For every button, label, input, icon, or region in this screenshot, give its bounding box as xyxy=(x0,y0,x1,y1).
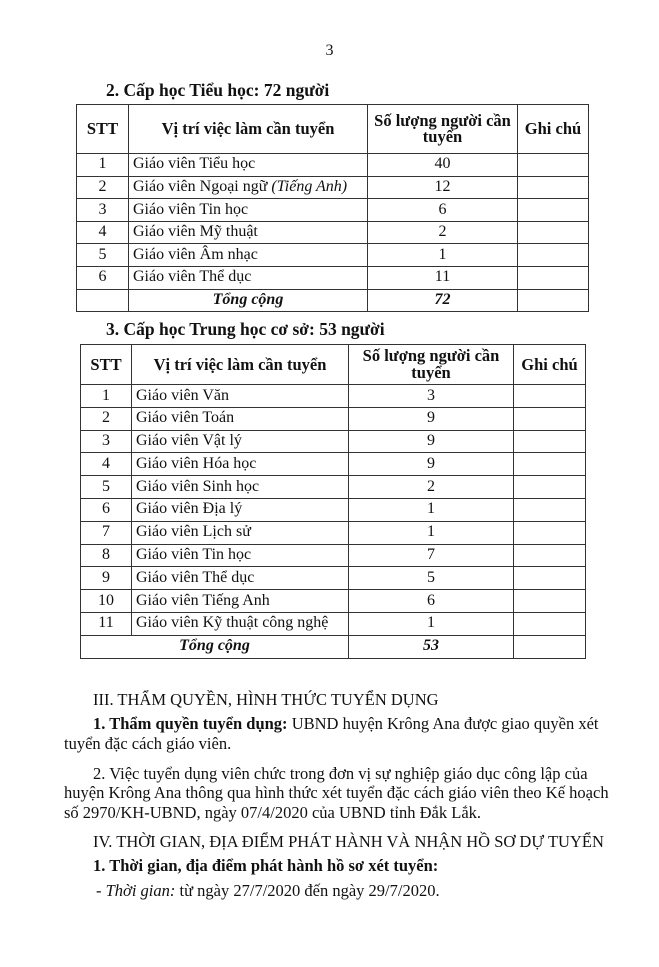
table-row xyxy=(77,199,589,222)
row-stt: 7 xyxy=(81,521,132,544)
row-position xyxy=(129,221,368,244)
row-count: 9 xyxy=(349,453,514,476)
row-note xyxy=(518,266,589,289)
table-row xyxy=(77,176,589,199)
section-iv-time-line xyxy=(96,881,440,900)
table-total-row xyxy=(81,635,586,658)
column-header-position: Vị trí việc làm cần tuyển xyxy=(132,345,349,385)
table-header-row xyxy=(81,345,586,385)
row-note xyxy=(514,521,586,544)
row-position xyxy=(129,154,368,177)
secondary-section-heading: 3. Cấp học Trung học cơ sở: 53 người xyxy=(106,319,385,339)
position-name: Giáo viên Tiểu học xyxy=(133,155,256,173)
position-name: Giáo viên Ngoại ngữ xyxy=(133,177,272,195)
primary-staffing-table xyxy=(76,104,589,312)
row-position: Giáo viên Vật lý xyxy=(132,430,349,453)
row-note xyxy=(514,567,586,590)
row-note xyxy=(514,453,586,476)
row-count: 12 xyxy=(368,176,518,199)
total-note-empty xyxy=(514,635,586,658)
row-stt: 6 xyxy=(77,266,129,289)
row-count: 2 xyxy=(349,476,514,499)
row-stt: 4 xyxy=(81,453,132,476)
total-value: 72 xyxy=(368,289,518,312)
section-iv-item1-label: 1. Thời gian, địa điểm phát hành hồ sơ xét tuyển: xyxy=(93,856,439,875)
row-stt: 5 xyxy=(77,244,129,267)
secondary-staffing-table xyxy=(80,344,586,659)
row-position: Giáo viên Thể dục xyxy=(132,567,349,590)
row-position: Giáo viên Toán xyxy=(132,407,349,430)
column-header-count: Số lượng người cần tuyển xyxy=(368,105,518,154)
row-stt: 8 xyxy=(81,544,132,567)
row-count: 1 xyxy=(349,521,514,544)
row-count: 6 xyxy=(368,199,518,222)
section-iii-item1-text: UBND huyện Krông Ana được giao quyền xét xyxy=(287,714,599,733)
row-note xyxy=(514,612,586,635)
table-row xyxy=(77,244,589,267)
row-stt: 11 xyxy=(81,612,132,635)
row-stt: 3 xyxy=(81,430,132,453)
table-row xyxy=(81,407,586,430)
column-header-count: Số lượng người cần tuyển xyxy=(349,345,514,385)
row-position: Giáo viên Hóa học xyxy=(132,453,349,476)
total-note-empty xyxy=(518,289,589,312)
table-header-row xyxy=(77,105,589,154)
section-iii-item1-line2: tuyển đặc cách giáo viên. xyxy=(64,734,232,753)
time-label: - Thời gian: xyxy=(96,881,176,900)
row-note xyxy=(514,407,586,430)
column-header-stt: STT xyxy=(77,105,129,154)
row-position xyxy=(129,244,368,267)
table-row xyxy=(81,430,586,453)
section-iii-item1-line1 xyxy=(93,714,599,733)
row-position: Giáo viên Tiếng Anh xyxy=(132,590,349,613)
table-row xyxy=(81,567,586,590)
row-count: 3 xyxy=(349,385,514,408)
row-count: 7 xyxy=(349,544,514,567)
table-total-row xyxy=(77,289,589,312)
row-position: Giáo viên Văn xyxy=(132,385,349,408)
row-count: 5 xyxy=(349,567,514,590)
row-count: 1 xyxy=(368,244,518,267)
column-header-note: Ghi chú xyxy=(518,105,589,154)
row-stt: 5 xyxy=(81,476,132,499)
table-row xyxy=(81,498,586,521)
column-header-position: Vị trí việc làm cần tuyển xyxy=(129,105,368,154)
section-iii-item2-line2: huyện Krông Ana thông qua hình thức xét tuyển đặc cách giáo viên theo Kế hoạch xyxy=(64,783,609,802)
row-note xyxy=(514,476,586,499)
row-note xyxy=(514,590,586,613)
row-position xyxy=(129,176,368,199)
table-row xyxy=(81,612,586,635)
section-iii-item2-line3: số 2970/KH-UBND, ngày 07/4/2020 của UBND tỉnh Đắk Lắk. xyxy=(64,803,482,822)
row-stt: 2 xyxy=(77,176,129,199)
row-note xyxy=(514,385,586,408)
section-iii-item2-line1: 2. Việc tuyển dụng viên chức trong đơn vị sự nghiệp giáo dục công lập của xyxy=(93,764,588,783)
position-name: Giáo viên Thể dục xyxy=(133,268,252,286)
section-iv-heading: IV. THỜI GIAN, ĐỊA ĐIỂM PHÁT HÀNH VÀ NHẬN HỒ SƠ DỰ TUYỂN xyxy=(93,832,604,851)
total-value: 53 xyxy=(349,635,514,658)
total-label: Tổng cộng xyxy=(81,635,349,658)
table-row xyxy=(81,385,586,408)
table-row xyxy=(81,476,586,499)
total-label: Tổng cộng xyxy=(129,289,368,312)
time-value: từ ngày 27/7/2020 đến ngày 29/7/2020. xyxy=(175,881,440,900)
table-row xyxy=(81,521,586,544)
row-note xyxy=(518,176,589,199)
row-count: 1 xyxy=(349,498,514,521)
table-row xyxy=(81,544,586,567)
primary-section-heading: 2. Cấp học Tiểu học: 72 người xyxy=(106,80,330,100)
page-number: 3 xyxy=(325,42,334,59)
row-stt: 6 xyxy=(81,498,132,521)
row-note xyxy=(514,544,586,567)
secondary-table-body xyxy=(81,385,586,636)
row-count: 9 xyxy=(349,407,514,430)
column-header-note: Ghi chú xyxy=(514,345,586,385)
row-count: 6 xyxy=(349,590,514,613)
table-row xyxy=(77,221,589,244)
table-row xyxy=(77,154,589,177)
row-position xyxy=(129,266,368,289)
total-stt-empty xyxy=(77,289,129,312)
row-count: 2 xyxy=(368,221,518,244)
table-row xyxy=(77,266,589,289)
row-note xyxy=(514,498,586,521)
position-name: Giáo viên Mỹ thuật xyxy=(133,223,258,241)
position-name: Giáo viên Tin học xyxy=(133,200,249,218)
row-stt: 1 xyxy=(77,154,129,177)
row-count: 1 xyxy=(349,612,514,635)
row-count: 9 xyxy=(349,430,514,453)
column-header-stt: STT xyxy=(81,345,132,385)
row-position: Giáo viên Sinh học xyxy=(132,476,349,499)
row-note xyxy=(518,244,589,267)
row-position: Giáo viên Địa lý xyxy=(132,498,349,521)
section-iii-heading: III. THẨM QUYỀN, HÌNH THỨC TUYỂN DỤNG xyxy=(93,690,439,709)
row-note xyxy=(514,430,586,453)
row-stt: 3 xyxy=(77,199,129,222)
row-position: Giáo viên Tin học xyxy=(132,544,349,567)
row-count: 40 xyxy=(368,154,518,177)
row-stt: 2 xyxy=(81,407,132,430)
section-iii-item1-label: 1. Thẩm quyền tuyển dụng: xyxy=(93,714,288,733)
row-note xyxy=(518,154,589,177)
row-stt: 1 xyxy=(81,385,132,408)
row-note xyxy=(518,221,589,244)
row-note xyxy=(518,199,589,222)
row-position xyxy=(129,199,368,222)
row-stt: 9 xyxy=(81,567,132,590)
row-stt: 4 xyxy=(77,221,129,244)
row-count: 11 xyxy=(368,266,518,289)
position-name: Giáo viên Âm nhạc xyxy=(133,245,258,263)
table-row xyxy=(81,453,586,476)
position-qualifier: (Tiếng Anh) xyxy=(271,177,348,195)
row-stt: 10 xyxy=(81,590,132,613)
row-position: Giáo viên Lịch sử xyxy=(132,521,349,544)
row-position: Giáo viên Kỹ thuật công nghệ xyxy=(132,612,349,635)
table-row xyxy=(81,590,586,613)
